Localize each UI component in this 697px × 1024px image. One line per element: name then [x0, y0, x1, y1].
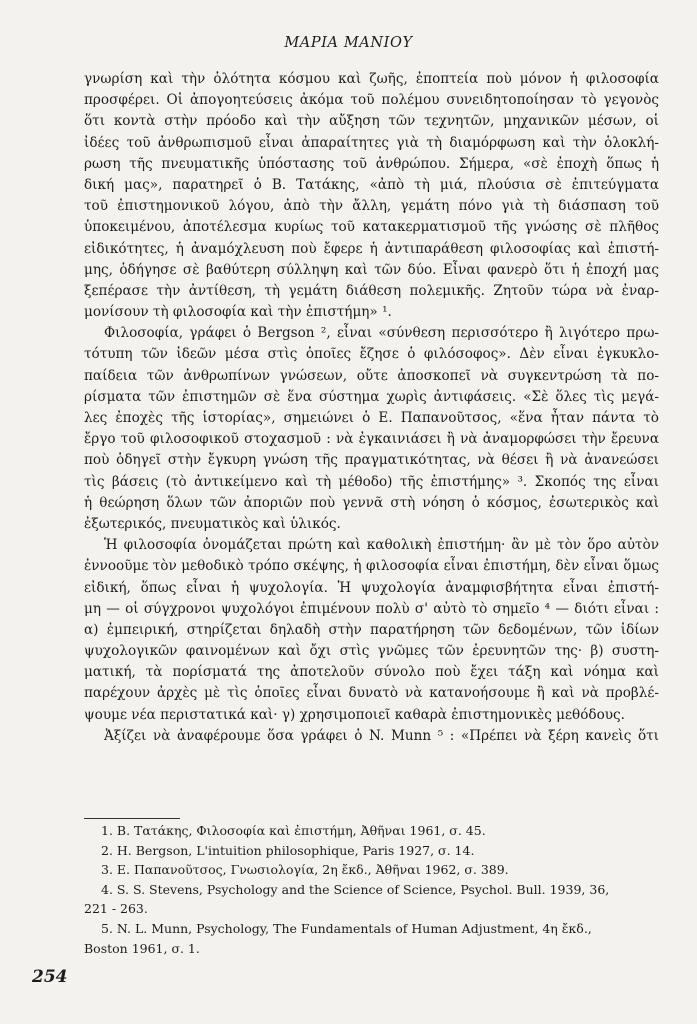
text-line: ματική, τὰ πορίσματά της ἀποτελοῦν σύνολο ποὺ ἔχει τάξη καὶ νόημα καὶ: [84, 664, 659, 681]
footnote: 3. Ε. Παπανοῦτσος, Γνωσιολογία, 2η ἔκδ., Ἀθῆναι 1962, σ. 389.: [101, 862, 509, 878]
text-line: μης, ὁδήγησε σὲ βαθύτερη σύλληψη καὶ τῶν δύο. Εἶναι φανερὸ ὅτι ἡ ἐποχή μας: [84, 261, 659, 278]
footnote-divider: [84, 818, 180, 819]
text-line: Φιλοσοφία, γράφει ὁ Bergson ², εἶναι «σύνθεση περισσότερο ἢ λιγότερο πρω-: [104, 325, 659, 342]
text-line: ψυχολογικῶν φαινομένων καὶ ὄχι στὶς γνῶμες τῶν ἐρευνητῶν της· β) συστη-: [84, 643, 659, 660]
text-line: γνωρίση καὶ τὴν ὁλότητα κόσμου καὶ ζωῆς, ἐποπτεία ποὺ μόνον ἡ φιλοσοφία: [84, 71, 659, 87]
text-line: ἰδέες τοῦ ἀνθρωπισμοῦ εἶναι ἀπαραίτητες γιὰ τὴ διαμόρφωση καὶ τὴν ὁλοκλή-: [84, 134, 659, 151]
text-line: εἰδικότητες, ἡ ἀναμόχλευση ποὺ ἔφερε ἡ ἀντιπαράθεση φιλοσοφίας καὶ ἐπιστή-: [84, 240, 659, 257]
running-head: ΜΑΡΙΑ ΜΑΝΙΟΥ: [284, 35, 413, 51]
text-line: παρέχουν ἀρχὲς μὲ τὶς ὁποῖες εἶναι δυνατὸ νὰ κατανοήσουμε ἢ καὶ νὰ προβλέ-: [84, 685, 659, 702]
footnote: 1. Β. Τατάκης, Φιλοσοφία καὶ ἐπιστήμη, Ἀθῆναι 1961, σ. 45.: [101, 823, 486, 838]
text-line: τότυπη τῶν ἰδεῶν μέσα στὶς ὁποῖες ἔζησε ὁ φιλόσοφος». Δὲν εἶναι ἐγκυκλο-: [84, 346, 659, 363]
text-line: ἔργο τοῦ φιλοσοφικοῦ στοχασμοῦ : νὰ ἐγκαινιάσει ἢ νὰ ἀναμορφώσει τὴν ἔρευνα: [84, 431, 659, 448]
text-line: ἐξωτερικός, πνευματικὸς καὶ ὑλικός.: [84, 515, 341, 532]
text-line: α) ἐμπειρική, στηρίζεται δηλαδὴ στὴν παρατήρηση τῶν δεδομένων, τῶν ἰδίων: [84, 621, 659, 638]
text-line: παίδεια τῶν ἀνθρωπίνων γνώσεων, οὔτε ἀποσκοπεῖ νὰ συγκεντρώση τὰ πο-: [84, 367, 659, 384]
text-line: ψουμε νέα περιστατικά καὶ· γ) χρησιμοποιεῖ καθαρὰ ἐπιστημονικὲς μεθόδους.: [84, 706, 625, 723]
text-line: ξεπέρασε τὴν ἀντίθεση, τὴ γεμάτη διάθεση πολεμικῆς. Ζητοῦν τώρα νὰ ἐναρ-: [84, 282, 659, 299]
text-line: Ἡ φιλοσοφία ὀνομάζεται πρώτη καὶ καθολικὴ ἐπιστήμη· ἂν μὲ τὸν ὅρο αὐτὸν: [104, 537, 659, 554]
text-line: προσφέρει. Οἱ ἀπογοητεύσεις ἀκόμα τοῦ πολέμου συνειδητοποίησαν τὸ γεγονὸς: [84, 92, 659, 109]
footnote: 5. N. L. Munn, Psychology, The Fundamentals of Human Adjustment, 4η ἔκδ.,: [101, 920, 592, 936]
text-line: ἐννοοῦμε τὸν μεθοδικὸ τρόπο σκέψης, ἡ φιλοσοφία εἶναι ἐπιστήμη, δὲν εἶναι ὅμως: [84, 558, 659, 575]
body-text: [84, 69, 659, 747]
page-number: 254: [32, 967, 68, 987]
footnote-continuation: Boston 1961, σ. 1.: [84, 940, 200, 956]
text-line: δική μας», παρατηρεῖ ὁ Β. Τατάκης, «ἀπὸ τὴ μιά, πλούσια σὲ ἐπιτεύγματα: [84, 176, 659, 193]
text-line: ρίσματα τῶν ἐπιστημῶν σὲ ἕνα σύστημα χωρὶς ἀντιφάσεις. «Σὲ ὅλες τὶς μεγά-: [84, 388, 659, 405]
text-line: Ἀξίζει νὰ ἀναφέρουμε ὅσα γράφει ὁ N. Munn ⁵ : «Πρέπει νὰ ξέρη κανεὶς ὅτι: [104, 727, 659, 744]
text-line: ποὺ ὁδηγεῖ στὴν ἔγκυρη γνώση τῆς πραγματικότητας, νὰ θέσει ἢ νὰ ἀνανεώσει: [84, 452, 659, 469]
footnote: 4. S. S. Stevens, Psychology and the Science of Science, Psychol. Bull. 1939, 36,: [101, 881, 610, 897]
footnotes: [84, 821, 659, 958]
text-line: ὑποκειμένου, ἀποτέλεσμα κυρίως τοῦ κατακερματισμοῦ τῆς γνώσης σὲ πλῆθος: [84, 219, 659, 236]
text-line: μονίσουν τὴ φιλοσοφία καὶ τὴν ἐπιστήμη» ¹.: [84, 304, 392, 321]
text-line: ἡ θεώρηση ὅλων τῶν ἀποριῶν ποὺ γεννᾶ στὴ νόηση ὁ κόσμος, ἐσωτερικὸς καὶ: [84, 494, 659, 511]
text-line: τὶς βάσεις (τὸ ἀντικείμενο καὶ τὴ μέθοδο) τῆς ἐπιστήμης» ³. Σκοπός της εἶναι: [84, 473, 659, 490]
footnote: 2. H. Bergson, L'intuition philosophique, Paris 1927, σ. 14.: [101, 842, 475, 858]
footnote-continuation: 221 - 263.: [84, 901, 148, 917]
text-line: μη — οἱ σύγχρονοι ψυχολόγοι ἐπιμένουν πολὺ σ' αὐτὸ τὸ σημεῖο ⁴ — διότι εἶναι :: [84, 600, 659, 617]
text-line: ὅτι κοντὰ στὴν πρόοδο καὶ τὴν αὔξηση τῶν τεχνητῶν, μηχανικῶν μέσων, οἱ: [84, 113, 659, 130]
text-line: ρωση τῆς πνευματικῆς ὑπόστασης τοῦ ἀνθρώπου. Σήμερα, «σὲ ἐποχὴ ὅπως ἡ: [84, 155, 659, 172]
text-line: λες ἐποχὲς τῆς ἱστορίας», σημειώνει ὁ Ε. Παπανοῦτσος, «ἕνα ἦταν πάντα τὸ: [84, 410, 659, 426]
text-line: τοῦ ἐπιστημονικοῦ λόγου, ἀπὸ τὴν ἄλλη, γεμάτη πόνο γιὰ τὴ διάσπαση τοῦ: [84, 198, 659, 215]
text-line: εἰδική, ὅπως εἶναι ἡ ψυχολογία. Ἡ ψυχολογία ἀναμφισβήτητα εἶναι ἐπιστή-: [84, 579, 659, 596]
